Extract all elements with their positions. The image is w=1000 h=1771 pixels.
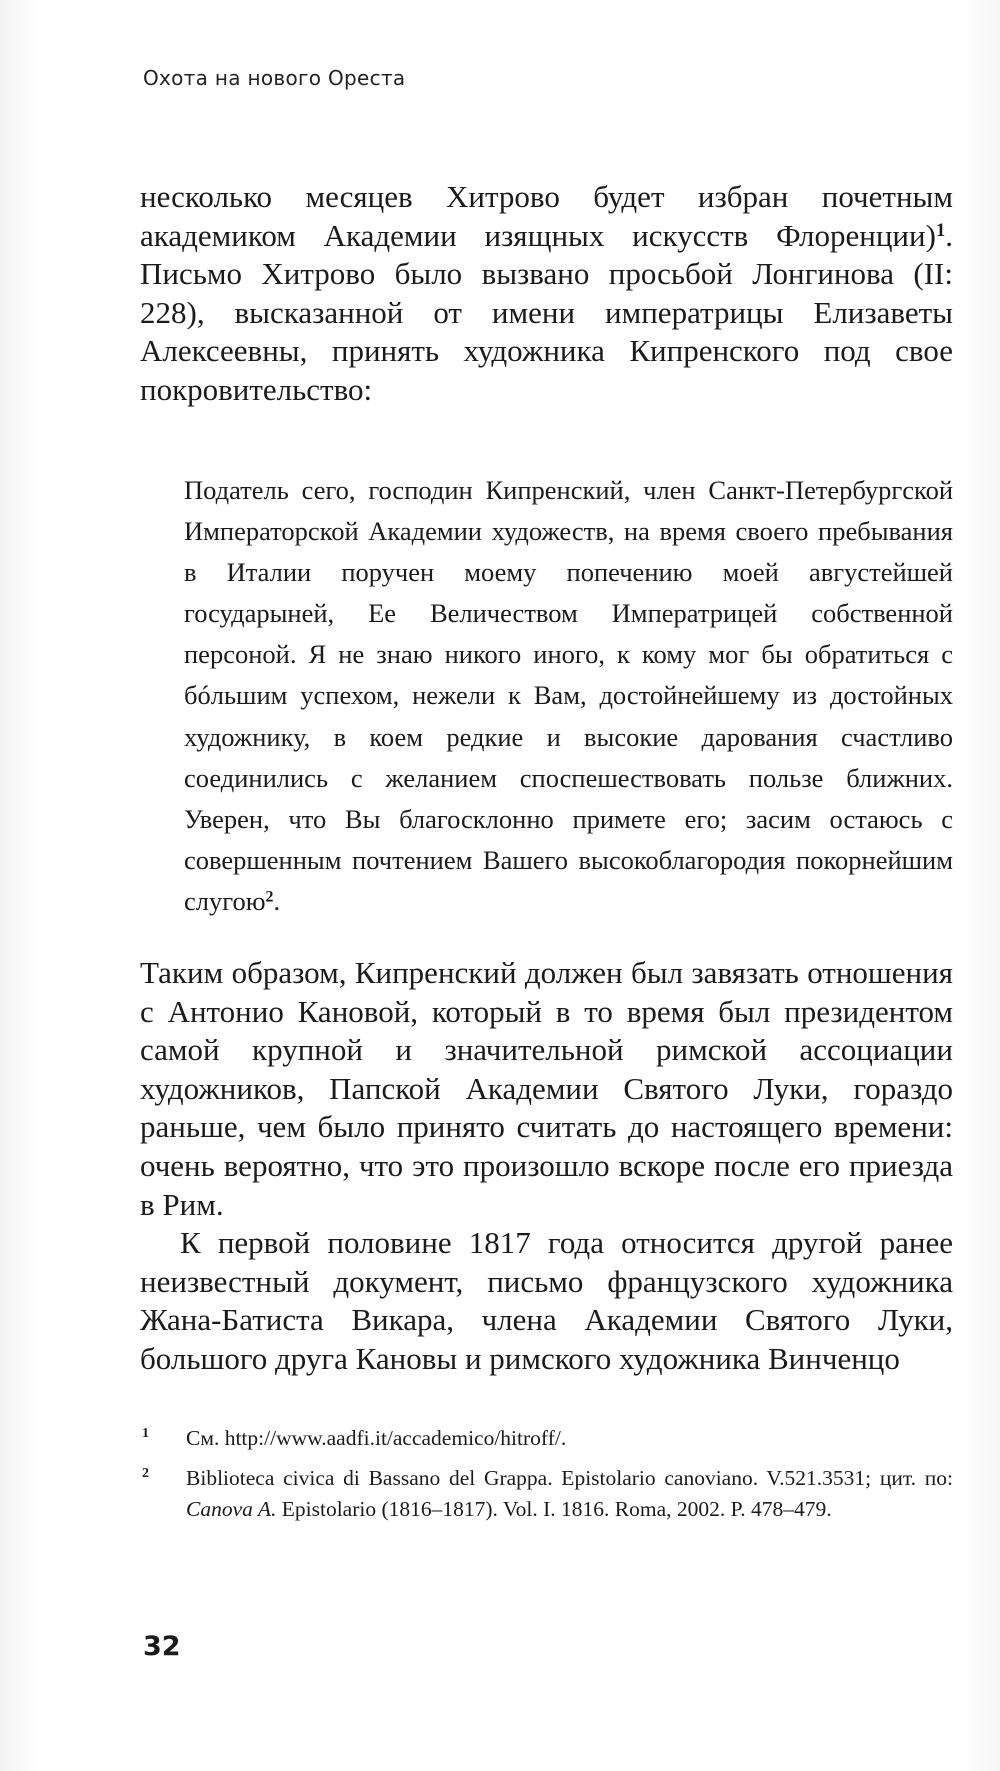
- quote-text-end: .: [273, 885, 281, 916]
- paragraph-2: Таким образом, Кипренский должен был завязать отношения с Антонио Кановой, который в то время был президентом самой крупной и значительной римской ассоциации художников, Папской Академии Святого Луки, гораздо раньше, чем было принято считать до настоящего времени: очень вероятно, что это произошло вскоре после его приезда в Рим.: [140, 955, 953, 1222]
- footnote-number: 2: [142, 1465, 149, 1481]
- paragraph-group: [140, 954, 953, 1379]
- footnote-text: См. http://www.aadfi.it/accademico/hitroff/.: [186, 1426, 567, 1450]
- letter-quote: [184, 470, 953, 922]
- footnote-text: Biblioteca civica di Bassano del Grappa. Epistolario canoviano. V.521.3531; цит. по:: [186, 1465, 953, 1490]
- footnote-number: 1: [142, 1426, 149, 1441]
- footnote-1: [140, 1423, 953, 1455]
- footnote-ref-2[interactable]: 2: [265, 888, 274, 906]
- footnotes: [140, 1423, 953, 1526]
- paragraph-1-text: несколько месяцев Хитрово будет избран почетным академиком Академии изящных искусств Флоренции): [140, 179, 953, 253]
- footnote-author: Canova A.: [186, 1497, 277, 1521]
- footnote-text-cont: Epistolario (1816–1817). Vol. I. 1816. Roma, 2002. P. 478–479.: [276, 1497, 832, 1521]
- footnote-2: [140, 1463, 953, 1526]
- page-number: 32: [143, 1631, 181, 1662]
- paragraph-1-text-cont: . Письмо Хитрово было вызвано просьбой Лонгинова (II: 228), высказанной от имени императрицы Елизаветы Алексеевны, принять художника Кипренского под свое покровительство:: [140, 217, 953, 407]
- footnote-ref-1[interactable]: 1: [935, 219, 946, 241]
- paragraph-1: [140, 178, 953, 410]
- quote-text: Податель сего, господин Кипренский, член Санкт-Петербургской Императорской Академии художеств, на время своего пребывания в Италии поручен моему попечению моей августейшей государыней, Ее Величеством Императрицей собственной персоной. Я не знаю никого иного, к кому мог бы обратиться с бóльшим успехом, нежели к Вам, достойнейшему из достойных художнику, в коем редкие и высокие дарования счастливо соединились с желанием споспешествовать пользе ближних. Уверен, что Вы благосклонно примете его; засим остаюсь с совершенным почтением Вашего высокоблагородия покорнейшим слугою: [184, 475, 953, 916]
- paragraph-3: К первой половине 1817 года относится другой ранее неизвестный документ, письмо французского художника Жана-Батиста Викара, члена Академии Святого Луки, большого друга Кановы и римского художника Винченцо: [140, 1225, 953, 1376]
- running-head: Охота на нового Ореста: [143, 66, 406, 90]
